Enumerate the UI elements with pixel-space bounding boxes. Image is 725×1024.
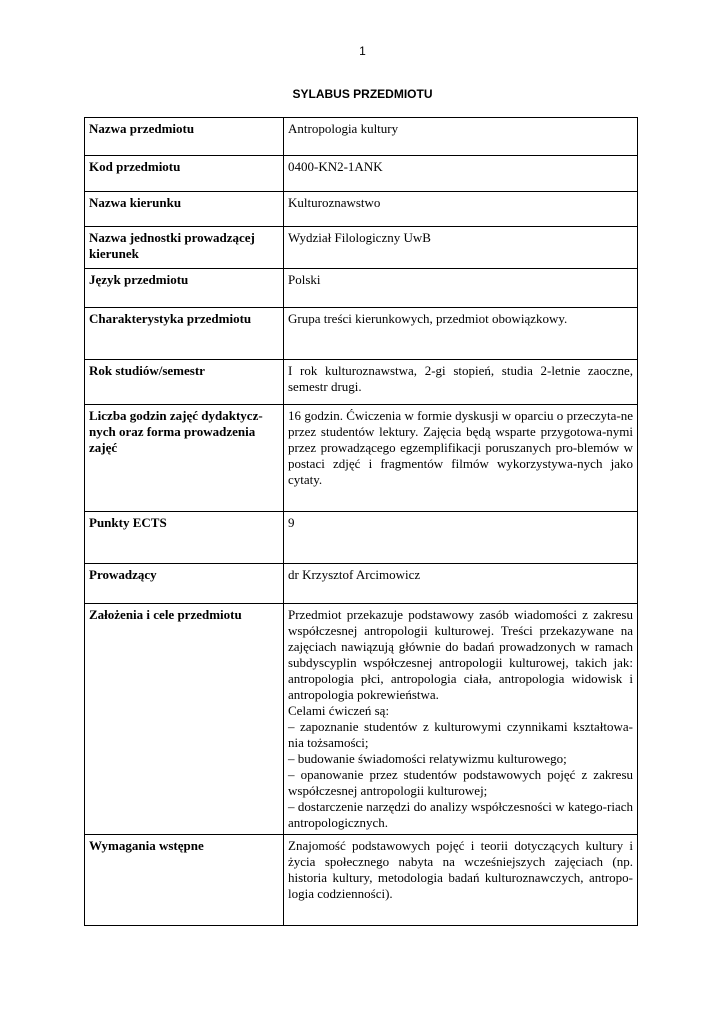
row-value: Grupa treści kierunkowych, przedmiot obowiązkowy. <box>284 308 638 360</box>
row-label: Nazwa jednostki prowadzącej kierunek <box>85 227 284 269</box>
row-label: Założenia i cele przedmiotu <box>85 604 284 835</box>
row-label: Język przedmiotu <box>85 269 284 308</box>
row-label: Nazwa kierunku <box>85 192 284 227</box>
row-label: Wymagania wstępne <box>85 835 284 926</box>
row-value: I rok kulturoznawstwa, 2-gi stopień, studia 2-letnie zaoczne, semestr drugi. <box>284 360 638 405</box>
row-label: Punkty ECTS <box>85 512 284 564</box>
row-label: Liczba godzin zajęć dydaktycz-nych oraz forma prowadzenia zajęć <box>85 405 284 512</box>
row-value: dr Krzysztof Arcimowicz <box>284 564 638 604</box>
table-row <box>85 308 638 360</box>
row-label: Kod przedmiotu <box>85 156 284 192</box>
row-value: Znajomość podstawowych pojęć i teorii dotyczących kultury i życia społecznego nabyta na wcześniejszych zajęciach (np. historia kultury, metodologia badań kulturoznawczych, antropo-logia codzienności). <box>284 835 638 926</box>
table-row <box>85 564 638 604</box>
row-label: Rok studiów/semestr <box>85 360 284 405</box>
syllabus-table <box>84 117 638 926</box>
table-row <box>85 118 638 156</box>
row-value: Kulturoznawstwo <box>284 192 638 227</box>
row-value: 16 godzin. Ćwiczenia w formie dyskusji w oparciu o przeczyta-ne przez studentów lektury. Zajęcia będą wsparte przygotowa-nymi przez prowadzącego egzemplifikacji poruszanych pro-blemów w postaci zdjęć i fragmentów filmów wykorzystywa-nych jako cytaty. <box>284 405 638 512</box>
row-label: Prowadzący <box>85 564 284 604</box>
row-value: 0400-KN2-1ANK <box>284 156 638 192</box>
row-label: Charakterystyka przedmiotu <box>85 308 284 360</box>
row-value: Antropologia kultury <box>284 118 638 156</box>
table-row <box>85 835 638 926</box>
row-value: Wydział Filologiczny UwB <box>284 227 638 269</box>
table-row <box>85 604 638 835</box>
table-row <box>85 512 638 564</box>
document-title: SYLABUS PRZEDMIOTU <box>292 87 433 101</box>
table-row <box>85 269 638 308</box>
table-row <box>85 360 638 405</box>
page-number: 1 <box>359 44 366 58</box>
table-row <box>85 227 638 269</box>
row-value: Polski <box>284 269 638 308</box>
table-row <box>85 192 638 227</box>
row-label: Nazwa przedmiotu <box>85 118 284 156</box>
table-row <box>85 156 638 192</box>
table-row <box>85 405 638 512</box>
row-value: 9 <box>284 512 638 564</box>
row-value: Przedmiot przekazuje podstawowy zasób wiadomości z zakresu współczesnej antropologii kulturowej. Treści przekazywane na zajęciach nawiązują głównie do badań prowadzonych w ramach subdyscyplin współczesnej antropologii kulturowej, takich jak: antropologia płci, antropologia ciała, antropologia widowisk i antropologia pokrewieństwa. Celami ćwiczeń są: – zapoznanie studentów z kulturowymi czynnikami kształtowa-nia tożsamości; – budowanie świadomości relatywizmu kulturowego; – opanowanie przez studentów podstawowych pojęć z zakresu współczesnej antropologii kulturowej; – dostarczenie narzędzi do analizy współczesności w katego-riach antropologicznych. <box>284 604 638 835</box>
